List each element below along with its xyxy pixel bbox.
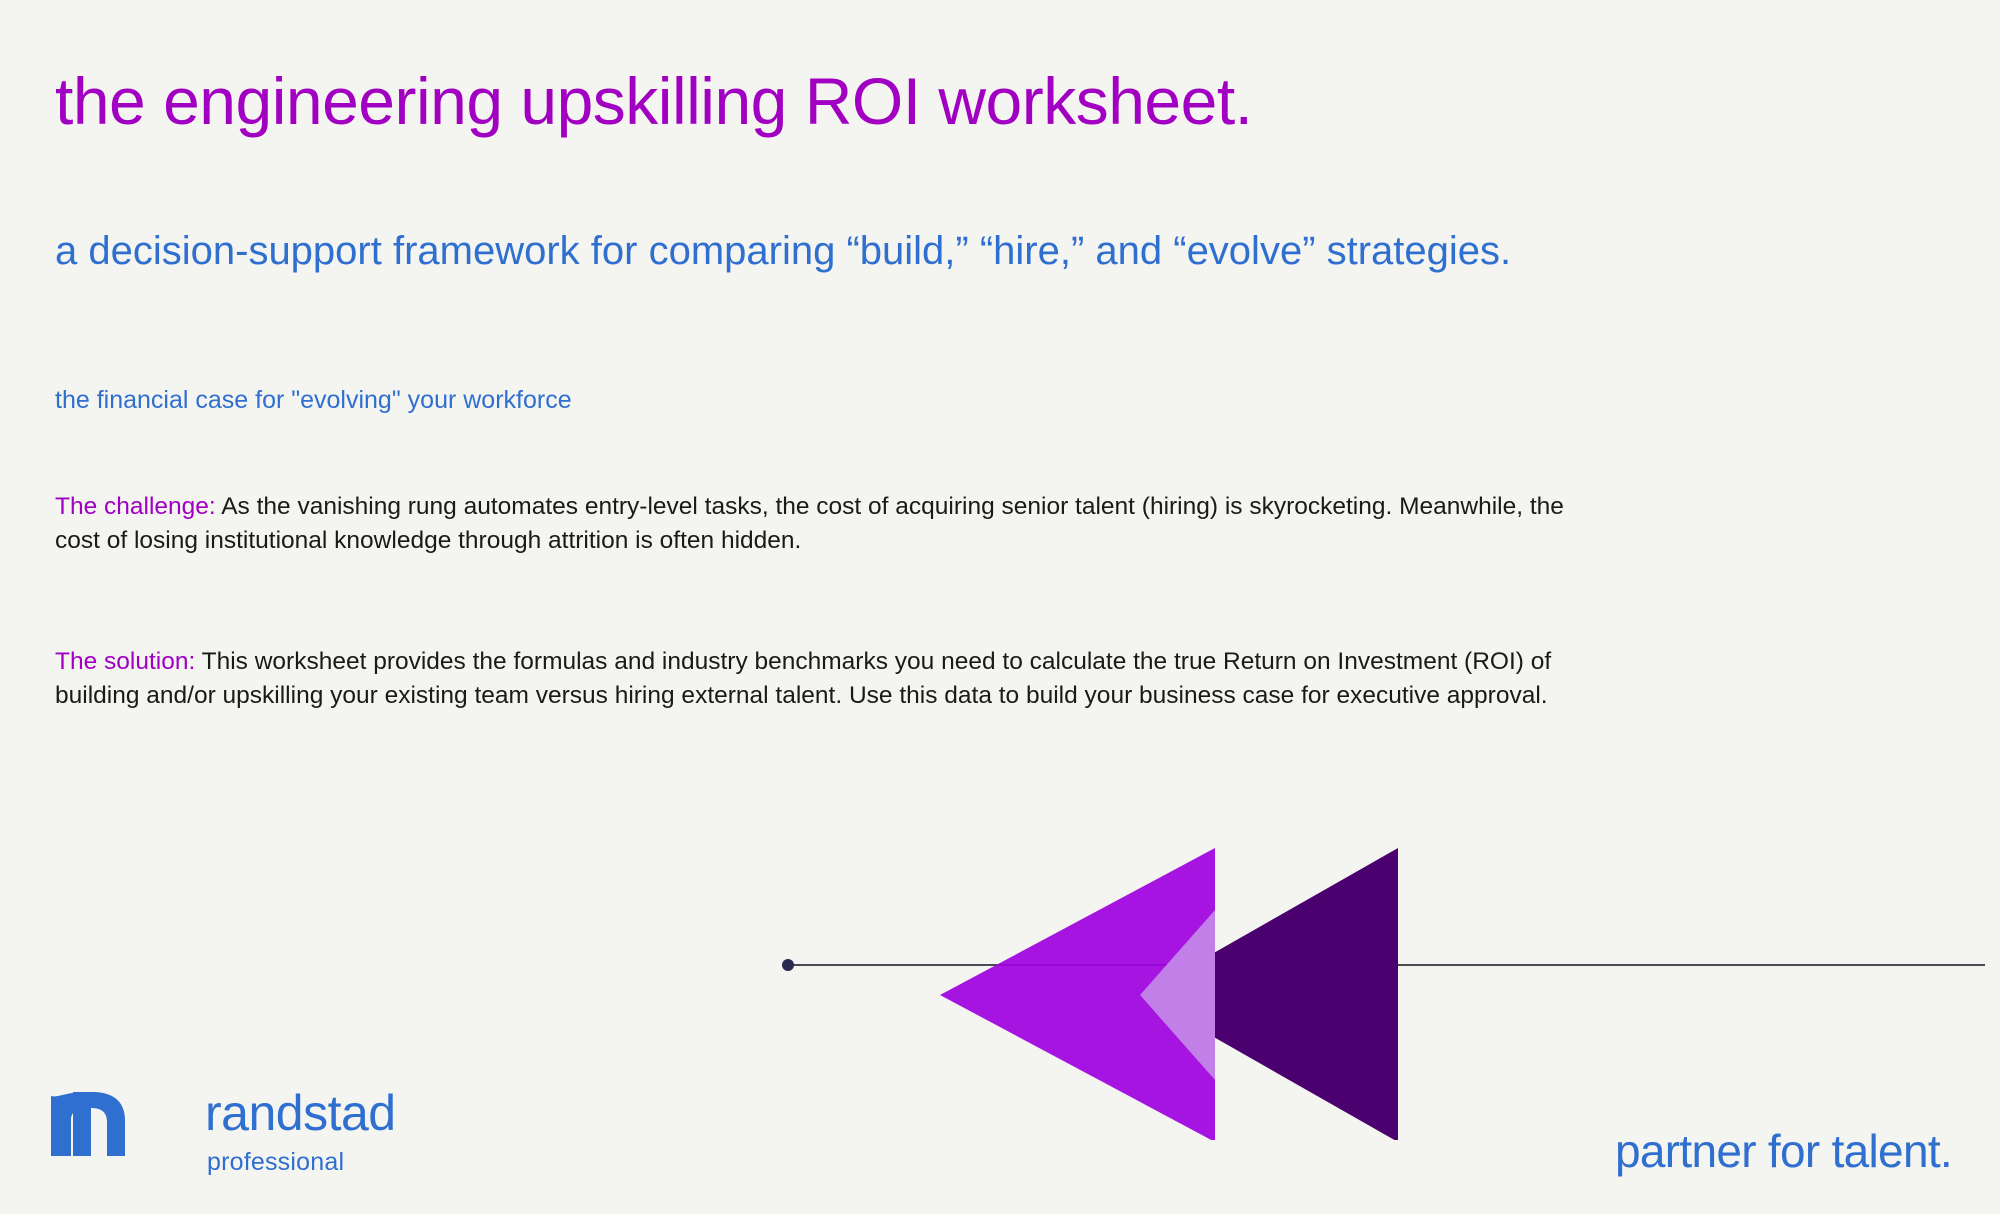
paragraph-solution-lead: The solution: [55,647,196,675]
logo-subtitle: professional [207,1148,345,1176]
double-chevron-icon [0,720,2000,1140]
randstad-logo [45,1086,465,1186]
page-subtitle: a decision-support framework for comparing “build,” “hire,” and “evolve” strategies. [55,229,1512,274]
section-label: the financial case for "evolving" your workforce [55,386,572,414]
axis-dot [782,959,794,971]
paragraph-solution [55,645,1575,715]
logo-wordmark: randstad [205,1085,396,1141]
randstad-mark-icon [45,1086,185,1172]
brand-tagline: partner for talent. [1614,1125,1952,1177]
paragraph-challenge [55,490,1575,560]
brand-graphic [0,720,2000,1140]
page-title: the engineering upskilling ROI worksheet. [55,64,1253,139]
paragraph-challenge-lead: The challenge: [55,492,216,520]
paragraph-solution-text: This worksheet provides the formulas and industry benchmarks you need to calculate the true Return on Investment (ROI) of building and/or upskilling your existing team versus hiring external talent. Use this data to build your business case for executive approval. [55,647,1552,710]
paragraph-challenge-text: As the vanishing rung automates entry-level tasks, the cost of acquiring senior talent (hiring) is skyrocketing. Meanwhile, the cost of losing institutional knowledge through attrition is often hidden. [55,492,1564,555]
